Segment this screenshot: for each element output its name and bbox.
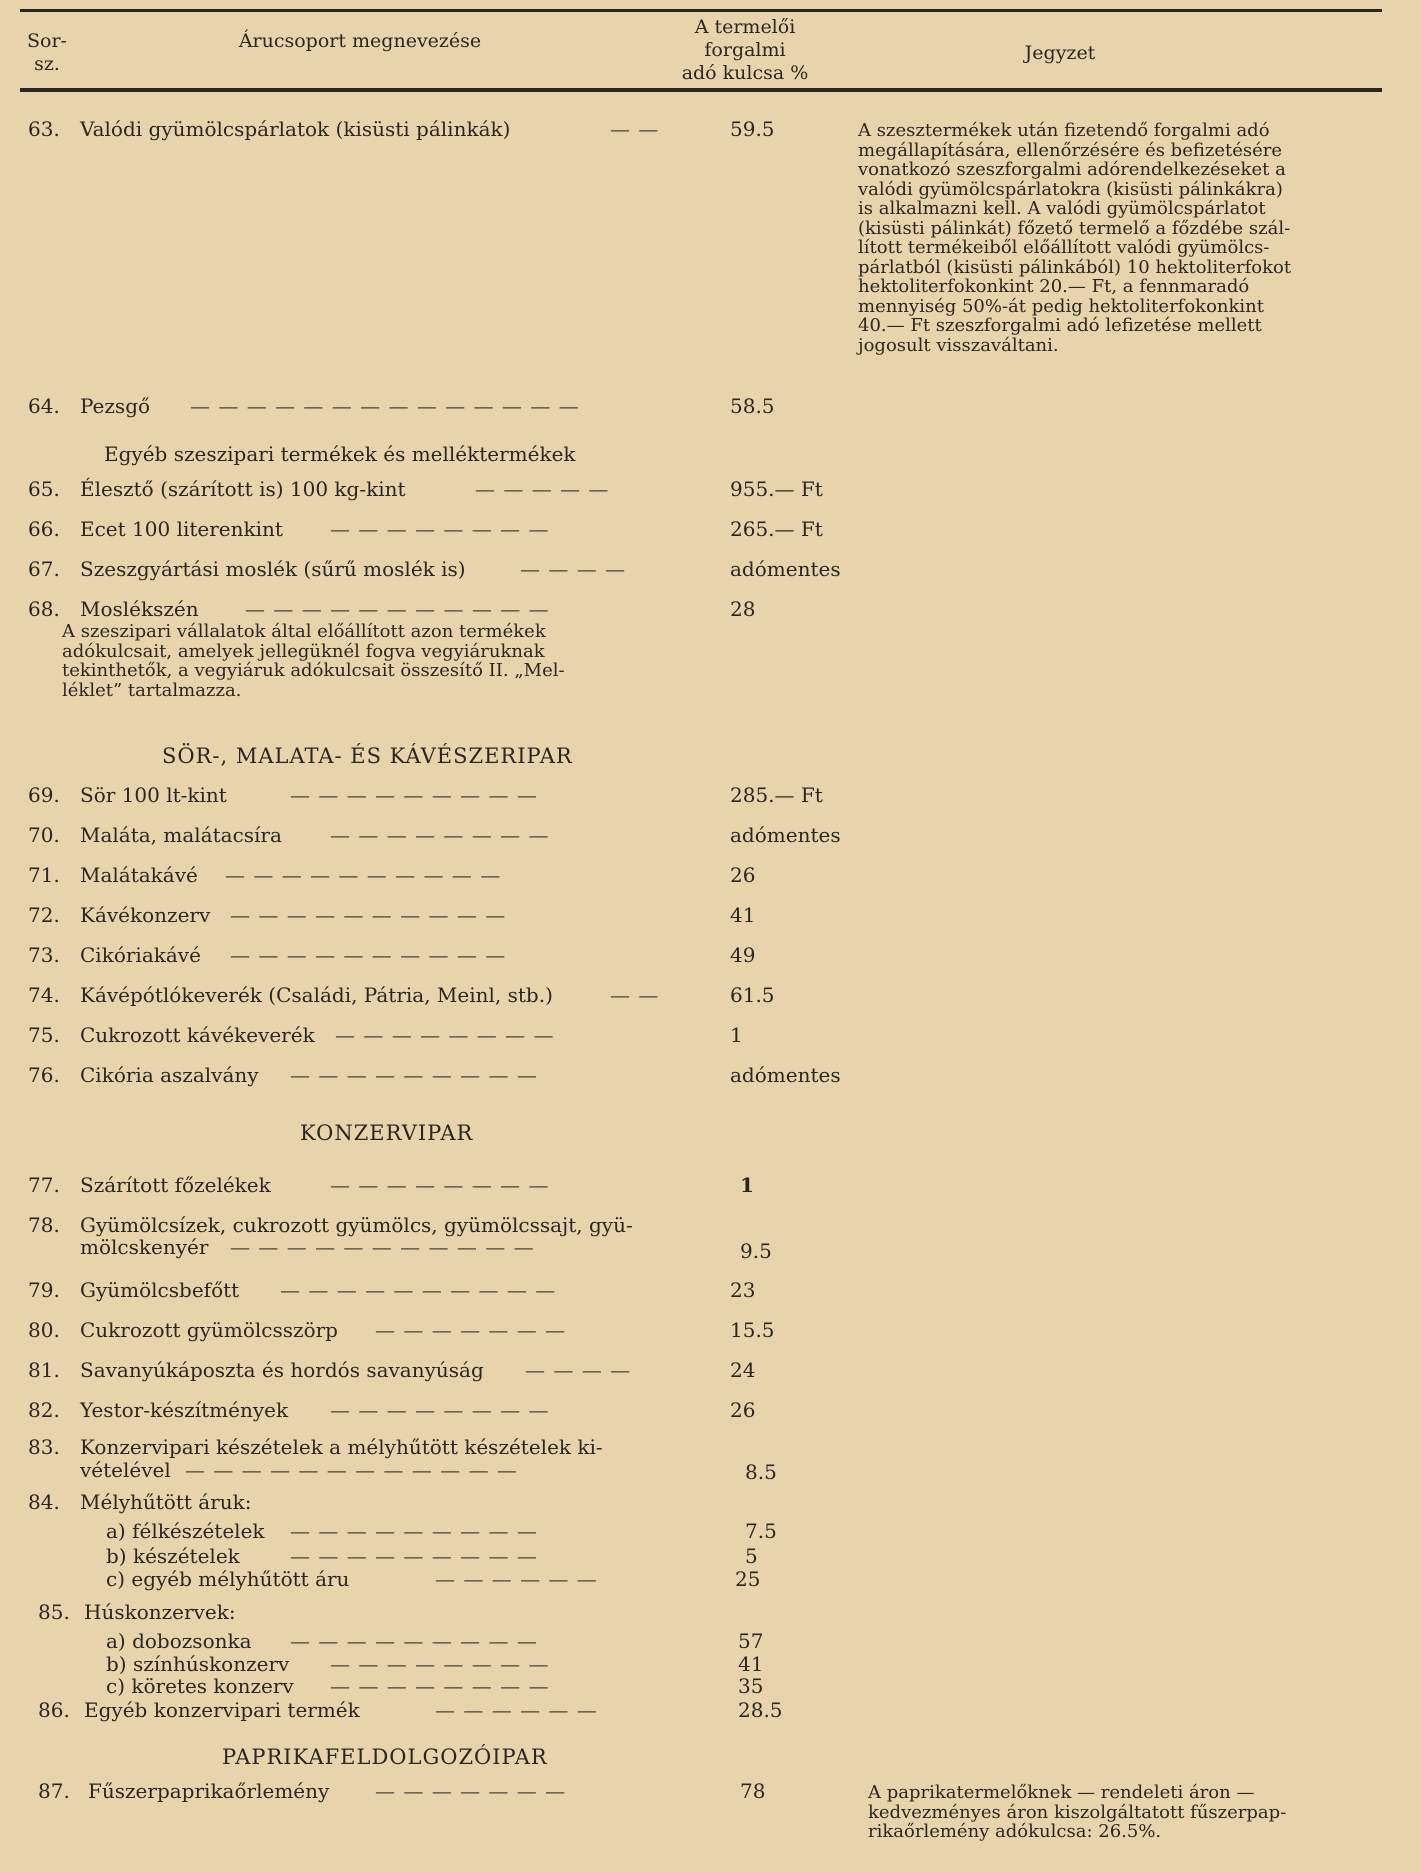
row-leader: — — — — — — — — — <box>290 1629 538 1653</box>
row-number: 80. <box>28 1318 60 1342</box>
row-name: Malátakávé <box>80 863 198 887</box>
row-leader: — — — — <box>520 557 627 581</box>
row-leader: — — <box>610 117 660 141</box>
header-col-rate-line3: adó kulcsa % <box>681 62 809 84</box>
row-name: Fűszerpaprikaőrlemény <box>88 1779 330 1803</box>
row-rate: 49 <box>730 943 756 967</box>
row-leader: — — — — — — — — — — — — — — <box>190 394 580 418</box>
row-rate: adómentes <box>730 557 841 581</box>
row-name: b) színhúskonzerv <box>106 1652 290 1676</box>
note-row-68 <box>62 622 565 700</box>
note-line: hektoliterfokonkint 20.— Ft, a fennmaradó <box>858 276 1250 297</box>
note-line: kedvezményes áron kiszolgáltatott fűszerpap- <box>868 1801 1287 1823</box>
row-rate: 28.5 <box>738 1698 783 1722</box>
row-number: 68. <box>28 597 60 621</box>
row-name: c) egyéb mélyhűtött áru <box>106 1567 350 1591</box>
header-col-rate <box>660 16 830 85</box>
row-rate: 15.5 <box>730 1318 775 1342</box>
row-rate: 9.5 <box>740 1239 772 1263</box>
row-rate: 285.— Ft <box>730 783 823 807</box>
row-number: 65. <box>28 477 60 501</box>
top-rule <box>20 9 1382 12</box>
row-leader: — — — — — — — — — — <box>230 903 507 927</box>
row-name: Gyümölcsízek, cukrozott gyümölcs, gyümölcssajt, gyü- <box>80 1213 633 1237</box>
row-number: 70. <box>28 823 60 847</box>
header-col-rate-line2: forgalmi <box>704 39 786 61</box>
row-name: Egyéb konzervipari termék <box>84 1698 360 1722</box>
row-leader: — — — — — — — — — — <box>230 943 507 967</box>
row-number: 66. <box>28 517 60 541</box>
row-leader: — — — — — — — — — <box>290 1519 538 1543</box>
note-line: (kisüsti pálinkát) főzető termelő a főzdébe szál- <box>858 217 1291 239</box>
row-leader: — — — — — — — <box>375 1779 567 1803</box>
note-line: A paprikatermelőknek — rendeleti áron — <box>868 1782 1255 1803</box>
row-name: Cikóriakávé <box>80 943 201 967</box>
row-name-continued: vételével <box>80 1458 171 1482</box>
note-line: A szesztermékek után fizetendő forgalmi adó <box>858 120 1270 141</box>
note-paprika <box>868 1783 1286 1842</box>
row-number: 64. <box>28 394 60 418</box>
row-name: Maláta, malátacsíra <box>80 823 282 847</box>
row-leader: — — — — — — — — — — <box>225 863 502 887</box>
row-rate: 59.5 <box>730 117 775 141</box>
row-name: Yestor-készítmények <box>80 1398 289 1422</box>
row-leader: — — — — — — — — <box>330 1173 550 1197</box>
row-name: Pezsgő <box>80 394 151 418</box>
row-number: 74. <box>28 983 60 1007</box>
row-rate: 265.— Ft <box>730 517 823 541</box>
row-number: 87. <box>38 1779 70 1803</box>
note-line: léklet” tartalmazza. <box>62 679 242 701</box>
row-number: 72. <box>28 903 60 927</box>
row-rate: adómentes <box>730 1063 841 1087</box>
row-rate: 41 <box>738 1652 764 1676</box>
row-number: 85. <box>38 1600 70 1624</box>
row-name: Húskonzervek: <box>84 1600 236 1624</box>
row-name: Moslékszén <box>80 597 199 621</box>
row-leader: — — — — — — — — — — — — <box>185 1458 518 1482</box>
row-leader: — — — — — — — — — <box>290 783 538 807</box>
note-line: 40.— Ft szeszforgalmi adó lefizetése mellett <box>858 315 1262 336</box>
header-col-note: Jegyzet <box>1024 42 1096 64</box>
row-name: Kávépótlókeverék (Családi, Pátria, Meinl, stb.) <box>80 983 553 1007</box>
row-name: Kávékonzerv <box>80 903 211 927</box>
row-rate: 41 <box>730 903 756 927</box>
row-leader: — — — — — — <box>435 1567 598 1591</box>
header-col-name: Árucsoport megnevezése <box>238 30 482 52</box>
section-heading-beer: SÖR-, MALATA- ÉS KÁVÉSZERIPAR <box>162 744 573 768</box>
row-number: 71. <box>28 863 60 887</box>
row-name-continued: mölcskenyér <box>80 1235 209 1259</box>
row-leader: — — — — — — — — <box>330 823 550 847</box>
row-leader: — — — — — — — <box>375 1318 567 1342</box>
row-rate: 78 <box>740 1779 766 1803</box>
row-leader: — — — — — — — — — <box>290 1544 538 1568</box>
row-name: b) készételek <box>106 1544 240 1568</box>
row-name: Mélyhűtött áruk: <box>80 1490 252 1514</box>
row-name: Valódi gyümölcspárlatok (kisüsti pálinkák) <box>80 117 511 141</box>
header-col-no-line2: sz. <box>34 53 60 75</box>
row-rate: 1 <box>740 1173 754 1197</box>
note-line: megállapítására, ellenőrzésére és befizetésére <box>858 139 1283 161</box>
row-leader: — — — — — — — — — <box>290 1063 538 1087</box>
row-leader: — — — — <box>525 1358 632 1382</box>
row-number: 86. <box>38 1698 70 1722</box>
header-col-no <box>22 30 72 76</box>
row-rate: 35 <box>738 1674 764 1698</box>
note-line: A szeszipari vállalatok által előállított azon termékek <box>62 621 546 642</box>
row-number: 84. <box>28 1490 60 1514</box>
row-leader: — — — — — — — — <box>330 1652 550 1676</box>
row-number: 79. <box>28 1278 60 1302</box>
note-line: jogosult visszaváltani. <box>858 334 1059 356</box>
row-name: Ecet 100 literenkint <box>80 517 283 541</box>
row-name: Szeszgyártási moslék (sűrű moslék is) <box>80 557 466 581</box>
row-number: 76. <box>28 1063 60 1087</box>
note-line: is alkalmazni kell. A valódi gyümölcspárlatot <box>858 198 1266 219</box>
row-rate: 5 <box>745 1544 758 1568</box>
row-leader: — — — — — — — — — — <box>280 1278 557 1302</box>
row-name: Savanyúkáposzta és hordós savanyúság <box>80 1358 484 1382</box>
row-leader: — — — — — — <box>435 1698 598 1722</box>
note-line: valódi gyümölcspárlatokra (kisüsti pálinkákra) <box>858 178 1283 200</box>
row-leader: — — — — — — — — — — — <box>245 597 550 621</box>
section-heading-paprika: PAPRIKAFELDOLGOZÓIPAR <box>222 1745 548 1769</box>
note-line: lított termékeiből előállított valódi gyümölcs- <box>858 237 1270 258</box>
row-leader: — — — — — — — — <box>335 1023 555 1047</box>
header-col-rate-line1: A termelői <box>694 16 796 38</box>
row-name: Cukrozott gyümölcsszörp <box>80 1318 338 1342</box>
row-rate: 28 <box>730 597 756 621</box>
row-number: 77. <box>28 1173 60 1197</box>
section-heading-canning: KONZERVIPAR <box>300 1121 474 1145</box>
row-number: 83. <box>28 1435 60 1459</box>
row-rate: adómentes <box>730 823 841 847</box>
row-rate: 57 <box>738 1629 764 1653</box>
row-name: a) dobozsonka <box>106 1629 252 1653</box>
row-name: Konzervipari készételek a mélyhűtött készételek ki- <box>80 1435 603 1459</box>
row-number: 69. <box>28 783 60 807</box>
row-rate: 24 <box>730 1358 756 1382</box>
row-rate: 26 <box>730 863 756 887</box>
subheading-text: Egyéb szeszipari termékek és melléktermékek <box>104 442 576 466</box>
note-line: vonatkozó szeszforgalmi adórendelkezéseket a <box>858 159 1286 180</box>
row-rate: 1 <box>730 1023 743 1047</box>
row-name: c) köretes konzerv <box>106 1674 294 1698</box>
row-leader: — — — — — — — — <box>330 1674 550 1698</box>
row-number: 82. <box>28 1398 60 1422</box>
row-number: 75. <box>28 1023 60 1047</box>
row-number: 67. <box>28 557 60 581</box>
row-number: 78. <box>28 1213 60 1237</box>
note-spirits <box>858 121 1291 355</box>
row-leader: — — — — — <box>475 477 610 501</box>
row-leader: — — — — — — — — <box>330 517 550 541</box>
note-line: mennyiség 50%-át pedig hektoliterfokonkint <box>858 295 1264 317</box>
row-leader: — — — — — — — — <box>330 1398 550 1422</box>
row-number: 81. <box>28 1358 60 1382</box>
row-rate: 25 <box>735 1567 761 1591</box>
header-col-no-line1: Sor- <box>27 30 67 52</box>
row-rate: 58.5 <box>730 394 775 418</box>
row-name: Szárított főzelékek <box>80 1173 271 1197</box>
row-rate: 61.5 <box>730 983 775 1007</box>
row-name: Cukrozott kávékeverék <box>80 1023 315 1047</box>
row-rate: 955.— Ft <box>730 477 823 501</box>
note-line: adókulcsait, amelyek jellegüknél fogva vegyiáruknak <box>62 640 545 662</box>
row-name: a) félkészételek <box>106 1519 265 1543</box>
row-leader: — — <box>610 983 660 1007</box>
row-rate: 8.5 <box>745 1460 777 1484</box>
row-name: Gyümölcsbefőtt <box>80 1278 240 1302</box>
row-leader: — — — — — — — — — — — <box>230 1235 535 1259</box>
note-line: párlatból (kisüsti pálinkából) 10 hektoliterfokot <box>858 256 1292 278</box>
row-name: Cikória aszalvány <box>80 1063 259 1087</box>
row-rate: 23 <box>730 1278 756 1302</box>
note-line: rikaőrlemény adókulcsa: 26.5%. <box>868 1821 1162 1842</box>
row-rate: 7.5 <box>745 1519 777 1543</box>
row-number: 73. <box>28 943 60 967</box>
row-rate: 26 <box>730 1398 756 1422</box>
note-line: tekinthetők, a vegyiáruk adókulcsait összesítő II. „Mel- <box>62 660 565 681</box>
row-name: Sör 100 lt-kint <box>80 783 227 807</box>
row-name: Élesztő (szárított is) 100 kg-kint <box>80 477 406 501</box>
header-bottom-rule <box>20 88 1382 92</box>
row-number: 63. <box>28 117 60 141</box>
